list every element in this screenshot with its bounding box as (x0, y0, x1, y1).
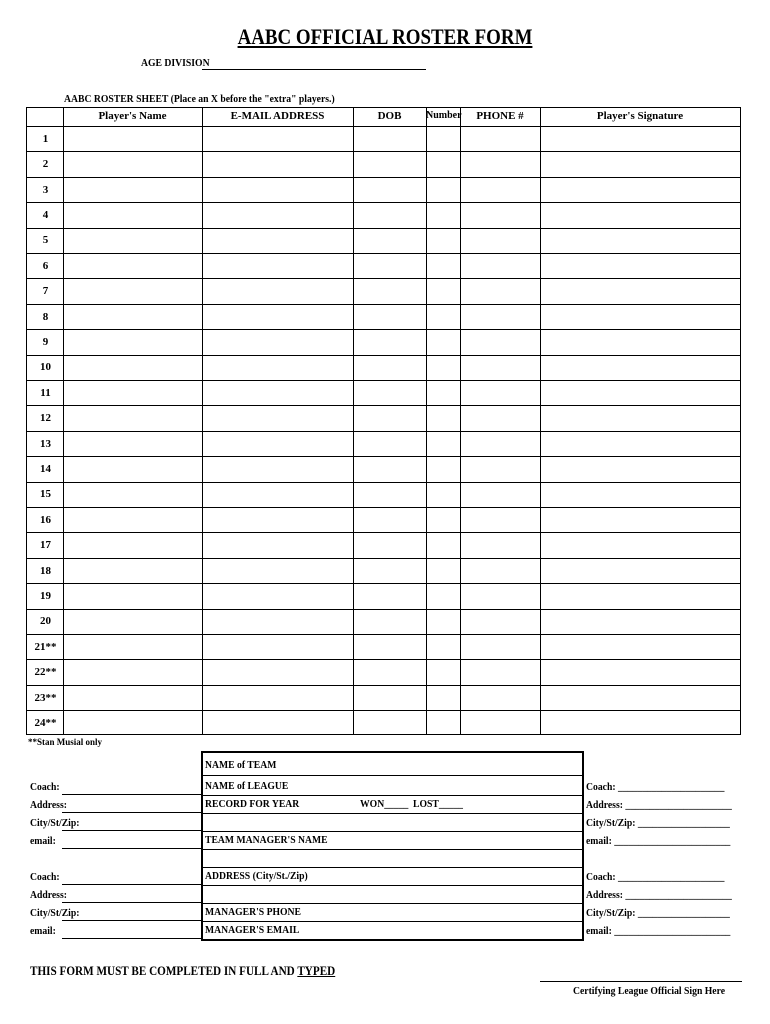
typed-emphasis: TYPED (297, 963, 336, 978)
roster-cell[interactable] (540, 329, 740, 354)
roster-row-number: 4 (42, 208, 49, 221)
left-address-field[interactable] (62, 902, 201, 903)
roster-cell[interactable] (426, 329, 460, 354)
roster-cell[interactable] (63, 685, 202, 710)
left-city-field[interactable] (62, 920, 201, 921)
roster-cell[interactable] (540, 355, 740, 380)
completion-notice (30, 963, 335, 979)
left-address-label: Address: (30, 799, 67, 811)
roster-row-number: 3 (42, 183, 49, 196)
roster-cell[interactable] (202, 710, 353, 735)
roster-cell[interactable] (426, 202, 460, 227)
record-divider (203, 813, 582, 814)
roster-cell[interactable] (460, 710, 540, 735)
roster-cell[interactable] (540, 558, 740, 583)
team-info-box (201, 751, 584, 941)
roster-cell[interactable] (540, 177, 740, 202)
roster-cell[interactable] (460, 507, 540, 532)
roster-row-number: 22** (34, 666, 57, 679)
official-signature-label: Certifying League Official Sign Here (573, 985, 725, 997)
roster-cell[interactable] (63, 431, 202, 456)
left-coach-label: Coach: (30, 781, 60, 793)
roster-cell[interactable] (540, 405, 740, 430)
roster-cell[interactable] (426, 583, 460, 608)
roster-cell[interactable] (63, 532, 202, 557)
roster-cell[interactable] (63, 482, 202, 507)
roster-cell[interactable] (540, 228, 740, 253)
form-title: AABC OFFICIAL ROSTER FORM (237, 24, 533, 49)
roster-cell[interactable] (202, 228, 353, 253)
roster-row-number: 9 (42, 335, 49, 348)
left-email-label: email: (30, 835, 56, 847)
roster-cell[interactable] (202, 329, 353, 354)
roster-cell[interactable] (202, 482, 353, 507)
roster-cell[interactable] (202, 609, 353, 634)
roster-cell[interactable] (460, 177, 540, 202)
roster-cell[interactable] (426, 634, 460, 659)
roster-cell[interactable] (353, 151, 426, 176)
roster-cell[interactable] (63, 278, 202, 303)
manager-address-label: ADDRESS (City/St./Zip) (205, 870, 308, 882)
roster-cell[interactable] (63, 228, 202, 253)
roster-cell[interactable] (63, 177, 202, 202)
roster-cell[interactable] (540, 278, 740, 303)
roster-row-number: 18 (40, 564, 51, 577)
roster-row-number: 6 (42, 259, 49, 272)
roster-cell[interactable] (63, 304, 202, 329)
roster-cell[interactable] (202, 456, 353, 481)
roster-cell[interactable] (426, 710, 460, 735)
roster-row-number: 13 (40, 437, 51, 450)
roster-cell[interactable] (202, 507, 353, 532)
roster-cell[interactable] (63, 583, 202, 608)
roster-cell[interactable] (202, 304, 353, 329)
roster-cell[interactable] (460, 634, 540, 659)
roster-cell[interactable] (63, 659, 202, 684)
won-field[interactable]: WON_____ (360, 798, 409, 810)
roster-table (26, 107, 741, 735)
right-coach-field[interactable]: Coach: ______________________ (586, 781, 725, 793)
record-label: RECORD FOR YEAR (205, 798, 300, 810)
roster-cell[interactable] (63, 380, 202, 405)
roster-row-number: 1 (42, 132, 49, 145)
right-address-field[interactable]: Address: ______________________ (586, 889, 732, 901)
roster-cell[interactable] (353, 710, 426, 735)
right-email-field[interactable]: email: ________________________ (586, 835, 731, 847)
roster-cell[interactable] (460, 482, 540, 507)
roster-cell[interactable] (426, 304, 460, 329)
left-city-field[interactable] (62, 830, 201, 831)
roster-cell[interactable] (426, 405, 460, 430)
league-name-field[interactable] (203, 795, 582, 796)
roster-cell[interactable] (540, 710, 740, 735)
left-coach-field[interactable] (62, 884, 201, 885)
left-address-label: Address: (30, 889, 67, 901)
roster-cell[interactable] (426, 355, 460, 380)
roster-cell[interactable] (540, 304, 740, 329)
roster-cell[interactable] (63, 507, 202, 532)
roster-cell[interactable] (460, 405, 540, 430)
row-divider (203, 831, 582, 832)
roster-cell[interactable] (63, 355, 202, 380)
roster-cell[interactable] (460, 151, 540, 176)
roster-cell[interactable] (202, 177, 353, 202)
roster-row-number: 5 (42, 234, 49, 247)
left-coach-label: Coach: (30, 871, 60, 883)
roster-cell[interactable] (426, 609, 460, 634)
right-email-field[interactable]: email: ________________________ (586, 925, 731, 937)
roster-cell[interactable] (460, 532, 540, 557)
roster-cell[interactable] (202, 202, 353, 227)
roster-cell[interactable] (426, 151, 460, 176)
roster-cell[interactable] (540, 431, 740, 456)
roster-cell[interactable] (426, 253, 460, 278)
row-divider (203, 867, 582, 868)
roster-cell[interactable] (460, 583, 540, 608)
roster-cell[interactable] (540, 151, 740, 176)
roster-cell[interactable] (353, 405, 426, 430)
roster-cell[interactable] (202, 431, 353, 456)
roster-cell[interactable] (540, 253, 740, 278)
roster-cell[interactable] (353, 355, 426, 380)
roster-cell[interactable] (353, 659, 426, 684)
roster-cell[interactable] (353, 532, 426, 557)
completion-notice-text: THIS FORM MUST BE COMPLETED IN FULL AND (30, 963, 298, 978)
roster-cell[interactable] (63, 456, 202, 481)
roster-cell[interactable] (63, 405, 202, 430)
roster-cell[interactable] (353, 177, 426, 202)
roster-cell[interactable] (353, 380, 426, 405)
roster-cell[interactable] (540, 202, 740, 227)
roster-row-number: 14 (40, 462, 51, 475)
roster-row-number: 16 (40, 513, 51, 526)
roster-cell[interactable] (460, 126, 540, 151)
roster-cell[interactable] (63, 634, 202, 659)
roster-cell[interactable] (202, 355, 353, 380)
column-header-dob: DOB (377, 110, 402, 122)
column-header-signature: Player's Signature (596, 110, 684, 122)
roster-cell[interactable] (63, 202, 202, 227)
roster-cell[interactable] (540, 532, 740, 557)
roster-cell[interactable] (353, 278, 426, 303)
roster-cell[interactable] (353, 126, 426, 151)
team-name-label: NAME of TEAM (205, 759, 277, 771)
roster-cell[interactable] (202, 405, 353, 430)
roster-cell[interactable] (353, 253, 426, 278)
roster-cell[interactable] (540, 583, 740, 608)
roster-cell[interactable] (426, 456, 460, 481)
left-city-label: City/St/Zip: (30, 817, 80, 829)
roster-row-number: 21** (34, 640, 57, 653)
roster-cell[interactable] (460, 253, 540, 278)
right-city-field[interactable]: City/St/Zip: ___________________ (586, 817, 730, 829)
manager-address-field[interactable] (203, 885, 582, 886)
team-manager-name-field[interactable] (203, 849, 582, 850)
roster-cell[interactable] (63, 151, 202, 176)
roster-cell[interactable] (202, 532, 353, 557)
roster-cell[interactable] (460, 355, 540, 380)
roster-cell[interactable] (540, 634, 740, 659)
roster-row-number: 12 (40, 412, 51, 425)
roster-cell[interactable] (353, 329, 426, 354)
roster-cell[interactable] (426, 558, 460, 583)
left-email-field[interactable] (62, 938, 201, 939)
roster-sheet-label: AABC ROSTER SHEET (Place an X before the "extra" players.) (64, 93, 335, 105)
roster-cell[interactable] (426, 482, 460, 507)
roster-row-number: 20 (40, 615, 51, 628)
roster-cell[interactable] (353, 609, 426, 634)
roster-row-number: 23** (34, 691, 57, 704)
roster-cell[interactable] (202, 659, 353, 684)
roster-cell[interactable] (63, 609, 202, 634)
right-coach-field[interactable]: Coach: ______________________ (586, 871, 725, 883)
left-email-label: email: (30, 925, 56, 937)
roster-cell[interactable] (63, 710, 202, 735)
column-header-email: E-MAIL ADDRESS (230, 110, 325, 122)
roster-cell[interactable] (202, 253, 353, 278)
roster-cell[interactable] (460, 609, 540, 634)
roster-cell[interactable] (353, 431, 426, 456)
roster-cell[interactable] (426, 507, 460, 532)
roster-cell[interactable] (353, 583, 426, 608)
roster-cell[interactable] (460, 558, 540, 583)
roster-cell[interactable] (460, 228, 540, 253)
right-city-field[interactable]: City/St/Zip: ___________________ (586, 907, 730, 919)
column-header-phone: PHONE # (476, 110, 524, 122)
roster-cell[interactable] (460, 202, 540, 227)
roster-cell[interactable] (63, 329, 202, 354)
roster-cell[interactable] (426, 532, 460, 557)
roster-cell[interactable] (353, 304, 426, 329)
roster-cell[interactable] (540, 685, 740, 710)
roster-cell[interactable] (460, 329, 540, 354)
roster-row-number: 10 (40, 361, 51, 374)
roster-row-number: 8 (42, 310, 49, 323)
manager-phone-label: MANAGER'S PHONE (205, 906, 302, 918)
roster-cell[interactable] (202, 634, 353, 659)
roster-cell[interactable] (353, 634, 426, 659)
roster-cell[interactable] (426, 177, 460, 202)
roster-cell[interactable] (460, 659, 540, 684)
roster-row-number: 7 (42, 285, 49, 298)
roster-cell[interactable] (353, 482, 426, 507)
roster-row-number: 19 (40, 589, 51, 602)
roster-cell[interactable] (202, 583, 353, 608)
right-address-field[interactable]: Address: ______________________ (586, 799, 732, 811)
roster-cell[interactable] (202, 380, 353, 405)
roster-cell[interactable] (63, 558, 202, 583)
roster-cell[interactable] (426, 685, 460, 710)
roster-cell[interactable] (540, 456, 740, 481)
lost-field[interactable]: LOST_____ (413, 798, 464, 810)
row-divider (203, 903, 582, 904)
roster-cell[interactable] (426, 228, 460, 253)
team-manager-name-label: TEAM MANAGER'S NAME (205, 834, 328, 846)
roster-cell[interactable] (460, 278, 540, 303)
left-coach-field[interactable] (62, 794, 201, 795)
column-header-player-name: Player's Name (98, 110, 167, 122)
roster-cell[interactable] (202, 685, 353, 710)
league-name-label: NAME of LEAGUE (205, 780, 289, 792)
roster-cell[interactable] (353, 228, 426, 253)
left-address-field[interactable] (62, 812, 201, 813)
roster-cell[interactable] (353, 507, 426, 532)
roster-row-number: 24** (34, 716, 57, 729)
roster-cell[interactable] (353, 202, 426, 227)
left-email-field[interactable] (62, 848, 201, 849)
roster-cell[interactable] (63, 253, 202, 278)
official-signature-field[interactable] (540, 981, 742, 982)
roster-cell[interactable] (353, 685, 426, 710)
roster-cell[interactable] (540, 380, 740, 405)
roster-cell[interactable] (202, 151, 353, 176)
stan-musial-note: **Stan Musial only (28, 737, 103, 747)
roster-cell[interactable] (353, 456, 426, 481)
left-city-label: City/St/Zip: (30, 907, 80, 919)
roster-cell[interactable] (540, 482, 740, 507)
age-division-label: AGE DIVISION (141, 57, 210, 69)
roster-cell[interactable] (540, 507, 740, 532)
column-header-number: Number (426, 110, 462, 121)
roster-cell[interactable] (426, 659, 460, 684)
roster-cell[interactable] (426, 126, 460, 151)
age-division-field[interactable] (202, 69, 426, 70)
roster-cell[interactable] (460, 431, 540, 456)
roster-row-number: 2 (42, 158, 49, 171)
roster-cell[interactable] (426, 431, 460, 456)
roster-cell[interactable] (202, 278, 353, 303)
roster-row-number: 11 (40, 386, 51, 399)
roster-cell[interactable] (540, 126, 740, 151)
roster-cell[interactable] (202, 558, 353, 583)
team-name-field[interactable] (203, 775, 582, 776)
roster-cell[interactable] (426, 278, 460, 303)
manager-email-label: MANAGER'S EMAIL (205, 924, 300, 936)
roster-row-number: 17 (40, 539, 51, 552)
roster-cell[interactable] (540, 609, 740, 634)
roster-cell[interactable] (63, 126, 202, 151)
roster-cell[interactable] (460, 380, 540, 405)
roster-cell[interactable] (460, 456, 540, 481)
manager-phone-field[interactable] (203, 921, 582, 922)
roster-cell[interactable] (353, 558, 426, 583)
roster-cell[interactable] (426, 380, 460, 405)
roster-cell[interactable] (202, 126, 353, 151)
roster-cell[interactable] (540, 659, 740, 684)
roster-cell[interactable] (460, 304, 540, 329)
roster-row-number: 15 (40, 488, 51, 501)
roster-cell[interactable] (460, 685, 540, 710)
